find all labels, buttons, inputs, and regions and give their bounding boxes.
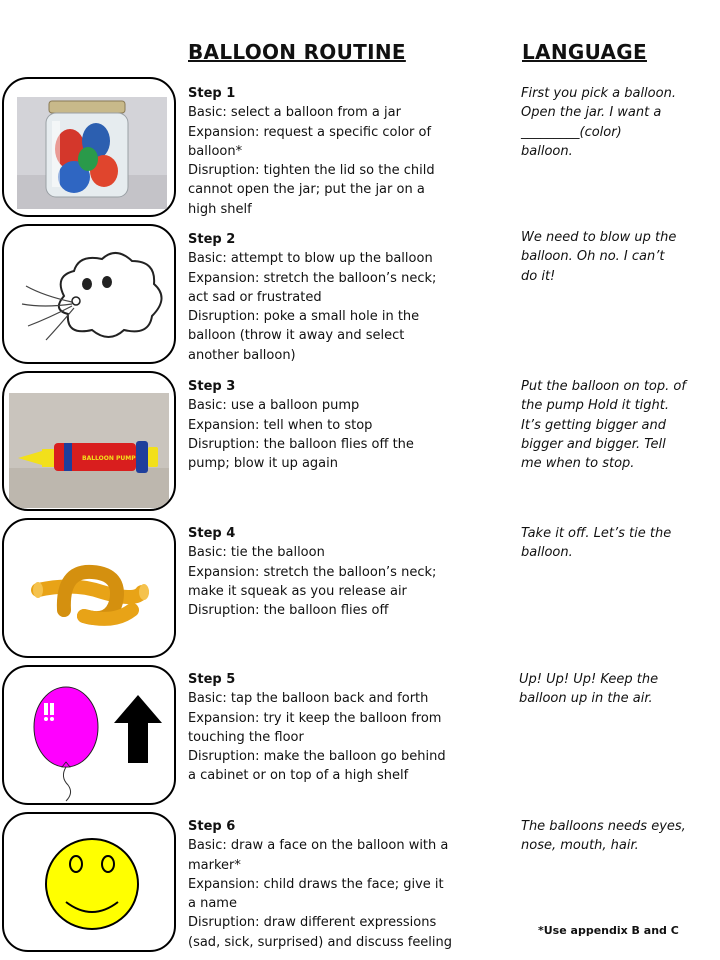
basic-line: Basic: tie the balloon [188, 545, 325, 561]
expansion-line: Expansion: tell when to stop [188, 417, 373, 433]
expansion-line: marker* [188, 857, 241, 873]
language-line: nose, mouth, hair. [521, 838, 639, 854]
basic-line: Basic: attempt to blow up the balloon [188, 251, 433, 267]
language-line: balloon. Oh no. I can’t [521, 249, 665, 265]
disruption-line: Disruption: the balloon flies off [188, 603, 389, 619]
language-line: bigger and bigger. Tell [521, 436, 666, 452]
language-line: It’s getting bigger and [521, 417, 666, 433]
step6-image-card [2, 812, 176, 952]
footnote: *Use appendix B and C [538, 924, 679, 937]
step-title: Step 3 [188, 379, 236, 394]
knot-icon [4, 520, 176, 658]
language-step-1 [521, 84, 711, 161]
disruption-line: a cabinet or on top of a high shelf [188, 768, 409, 784]
expansion-line: a name [188, 896, 237, 912]
disruption-line: Disruption: draw different expressions [188, 915, 437, 931]
language-line: _________(color) [521, 124, 622, 140]
step-3-text [188, 377, 488, 473]
basic-line: Basic: draw a face on the balloon with a [188, 838, 449, 854]
disruption-line: cannot open the jar; put the jar on a [188, 182, 425, 198]
language-line: the pump Hold it tight. [521, 398, 670, 414]
step5-image-card [2, 665, 176, 805]
disruption-line: Disruption: tighten the lid so the child [188, 163, 435, 179]
pump-label: BALLOON PUMP [82, 455, 136, 462]
step3-image-card [2, 371, 176, 511]
step-6-text [188, 817, 488, 952]
step-2-text [188, 230, 488, 365]
balloon-pump-photo [4, 373, 176, 511]
disruption-line: Disruption: poke a small hole in the [188, 309, 420, 325]
step-title: Step 4 [188, 526, 236, 541]
language-line: me when to stop. [521, 456, 635, 472]
step-1-text [188, 84, 488, 219]
expansion-line: Expansion: stretch the balloon’s neck; [188, 564, 437, 580]
step-title: Step 5 [188, 672, 236, 687]
expansion-line: Expansion: try it keep the balloon from [188, 710, 442, 726]
disruption-line: another balloon) [188, 347, 296, 363]
disruption-line: Disruption: make the balloon go behind [188, 749, 446, 765]
step-5-text [188, 670, 488, 786]
language-line: balloon. [521, 143, 573, 159]
language-step-5 [519, 670, 709, 709]
language-line: balloon up in the air. [519, 691, 653, 707]
language-step-4 [521, 524, 711, 563]
blowing-cloud-icon [4, 226, 176, 364]
basic-line: Basic: select a balloon from a jar [188, 105, 401, 121]
language-line: Open the jar. I want a [521, 105, 662, 121]
jar-of-balloons-photo [4, 79, 176, 217]
language-line: The balloons needs eyes, [521, 819, 686, 834]
expansion-line: Expansion: request a specific color of [188, 124, 432, 140]
expansion-line: Expansion: child draws the face; give it [188, 876, 444, 892]
step-4-text [188, 524, 488, 620]
expansion-line: balloon* [188, 143, 243, 159]
language-line: Up! Up! Up! Keep the [519, 672, 659, 687]
disruption-line: pump; blow it up again [188, 456, 339, 472]
step-title: Step 1 [188, 86, 236, 101]
expansion-line: make it squeak as you release air [188, 583, 407, 599]
balloon-up-arrow-icon [4, 667, 176, 805]
language-step-3 [521, 377, 711, 473]
step-title: Step 6 [188, 819, 236, 834]
language-line: Take it off. Let’s tie the [521, 526, 672, 541]
language-step-2 [521, 228, 711, 286]
disruption-line: high shelf [188, 201, 252, 217]
expansion-line: touching the floor [188, 729, 304, 745]
language-line: balloon. [521, 545, 573, 561]
step2-image-card [2, 224, 176, 364]
language-line: We need to blow up the [521, 230, 677, 245]
basic-line: Basic: use a balloon pump [188, 398, 360, 414]
routine-heading: BALLOON ROUTINE [188, 40, 406, 64]
language-heading: LANGUAGE [522, 40, 647, 64]
language-line: Put the balloon on top. of [521, 379, 686, 394]
disruption-line: Disruption: the balloon flies off the [188, 436, 414, 452]
expansion-line: Expansion: stretch the balloon’s neck; [188, 270, 437, 286]
language-step-6 [521, 817, 711, 856]
expansion-line: act sad or frustrated [188, 289, 322, 305]
step4-image-card [2, 518, 176, 658]
step1-image-card [2, 77, 176, 217]
step-title: Step 2 [188, 232, 236, 247]
disruption-line: (sad, sick, surprised) and discuss feeling [188, 934, 453, 950]
language-line: First you pick a balloon. [521, 86, 676, 101]
smiley-face-icon [4, 814, 176, 952]
basic-line: Basic: tap the balloon back and forth [188, 691, 429, 707]
disruption-line: balloon (throw it away and select [188, 328, 405, 344]
language-line: do it! [521, 268, 556, 284]
